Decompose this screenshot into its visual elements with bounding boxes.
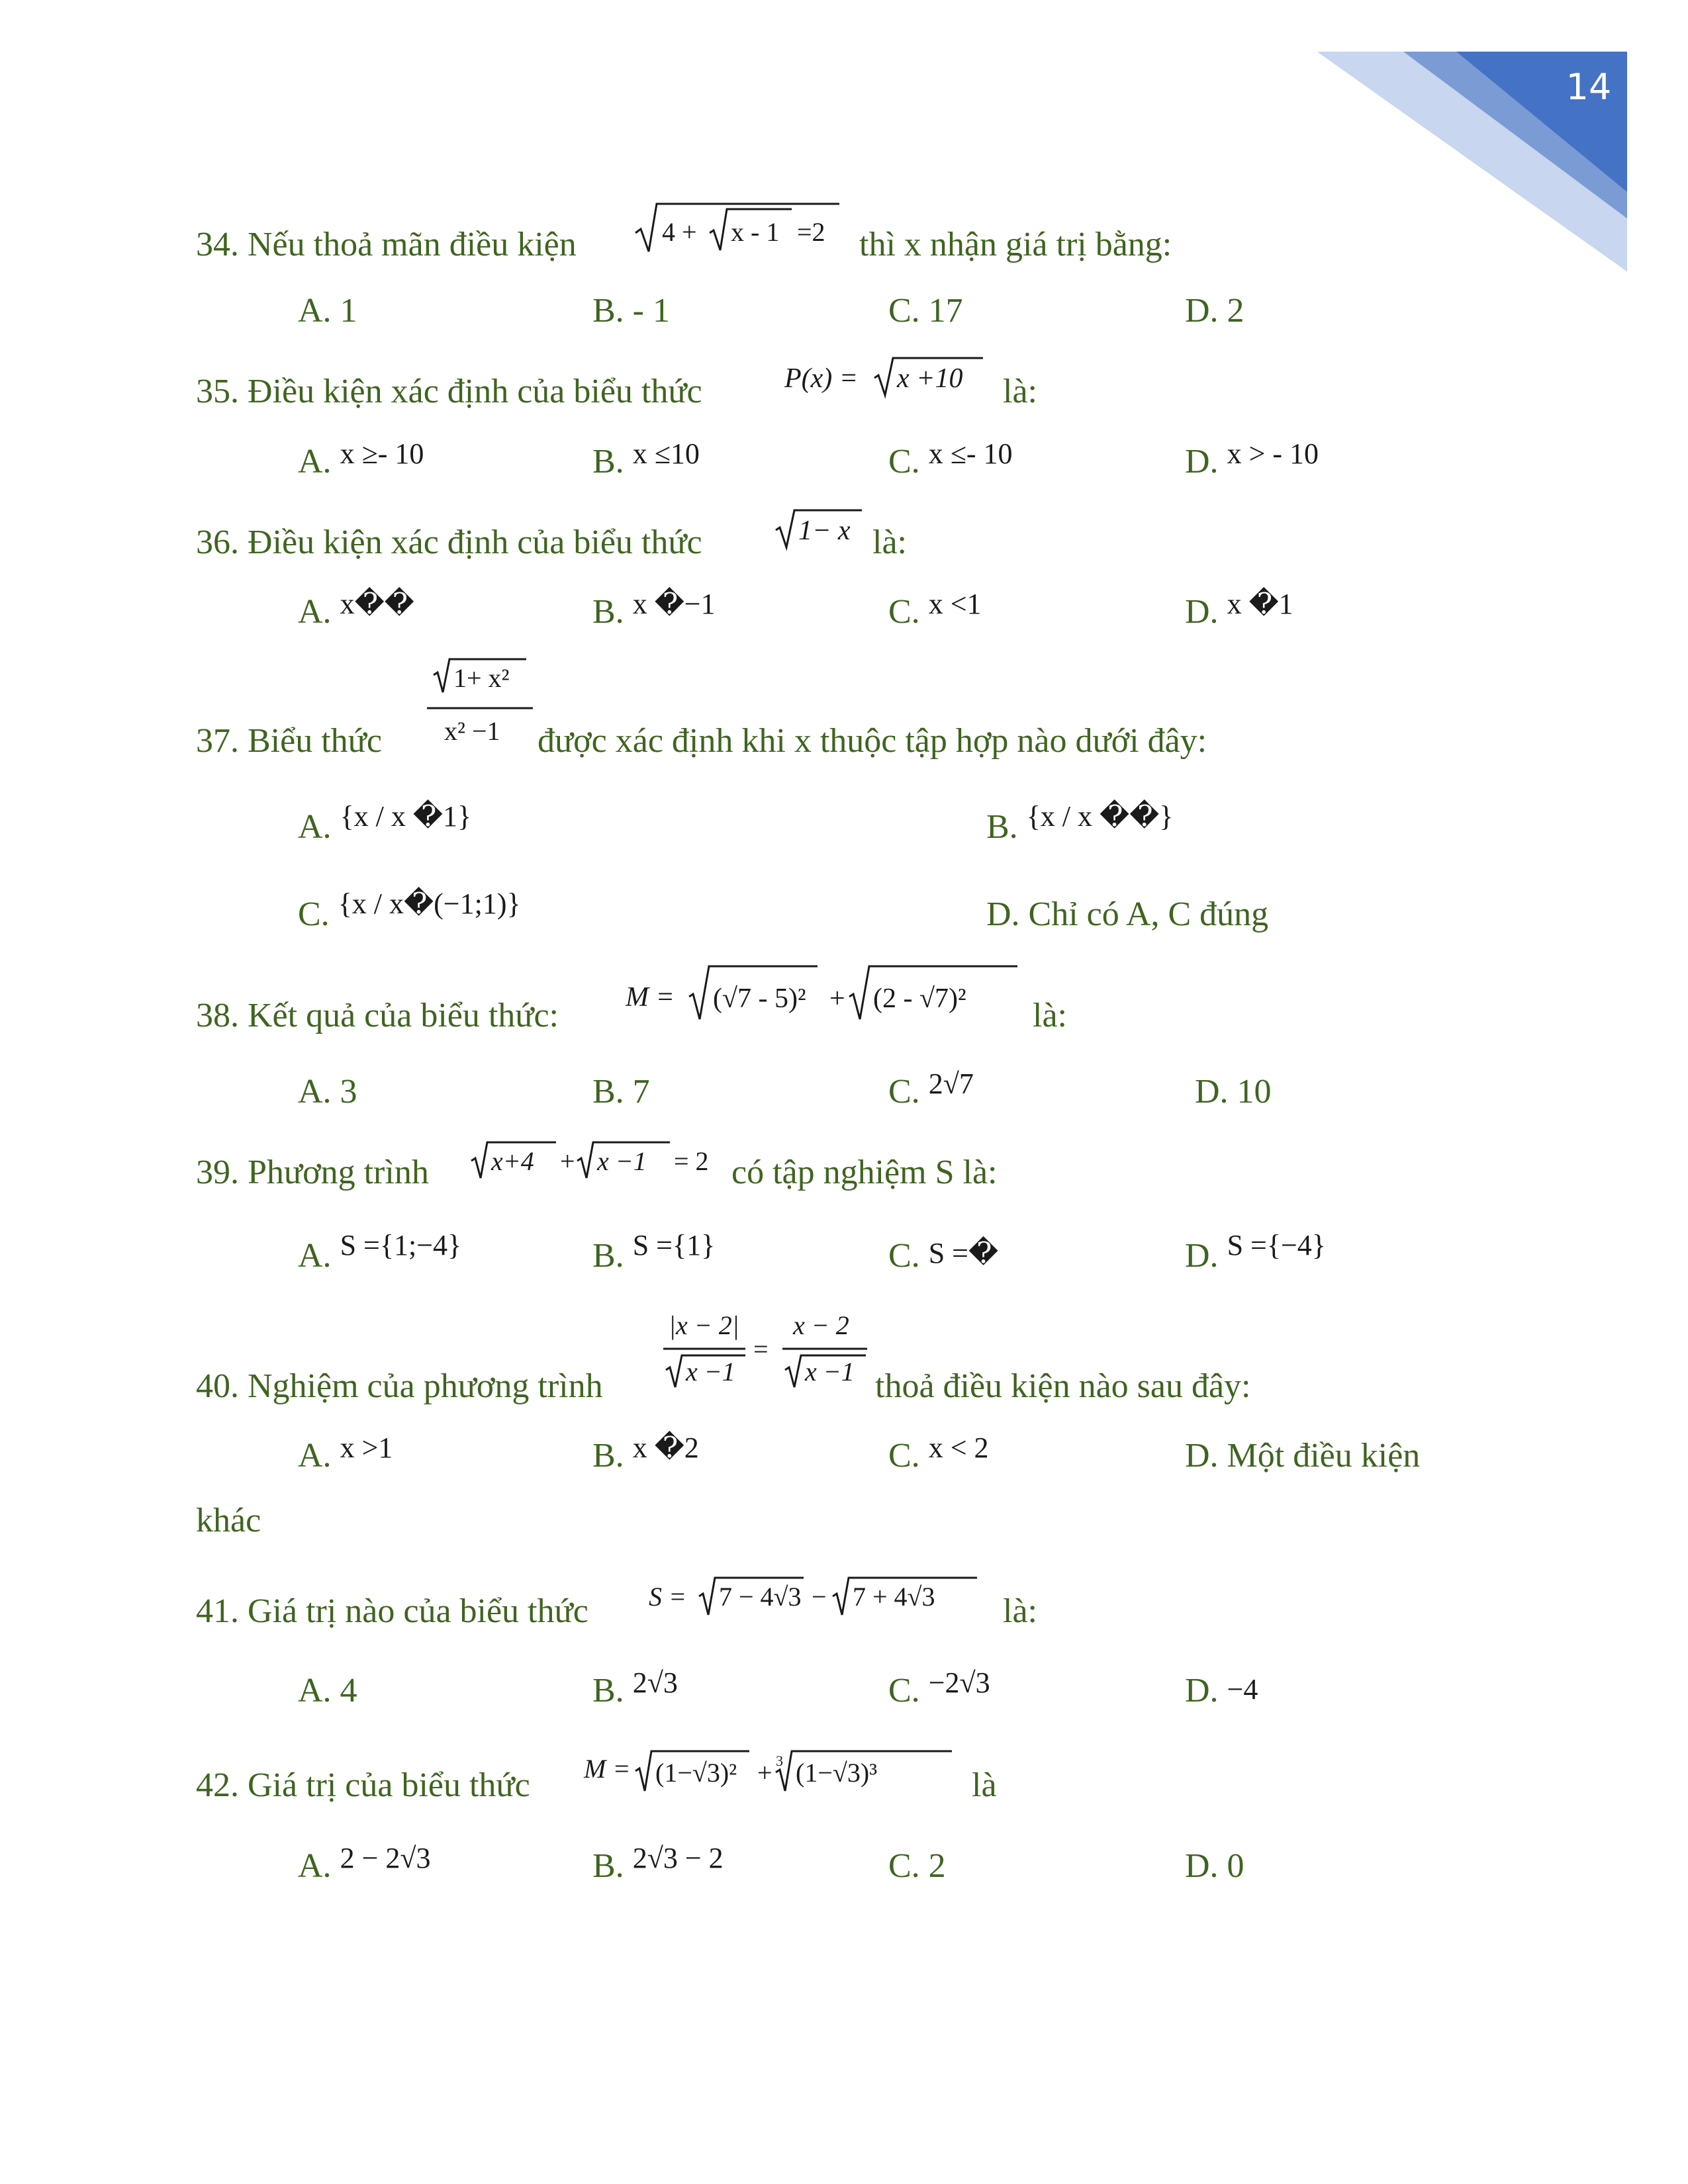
question-36-option-b-math: x �−1 bbox=[632, 588, 716, 620]
question-36-option-c-math: x <1 bbox=[928, 588, 982, 620]
question-38-option-c-math: 2√7 bbox=[928, 1068, 974, 1100]
svg-text:(2 - √7)²: (2 - √7)² bbox=[873, 983, 966, 1014]
question-34-equation bbox=[635, 199, 854, 258]
svg-text:x +10: x +10 bbox=[897, 363, 963, 394]
question-39-option-a-math: S ={1;−4} bbox=[340, 1229, 462, 1261]
question-40-option-b-math: x �2 bbox=[632, 1432, 699, 1464]
question-39-option-a[interactable]: A. $^{S =\{1;-4\}}$ bbox=[298, 1229, 462, 1275]
question-34-stem: 34. Nếu thoả mãn điều kiện bbox=[196, 226, 577, 263]
question-36-stem: 36. Điều kiện xác định của biểu thức bbox=[196, 523, 702, 561]
question-36-option-b[interactable]: B. $^{x �-1}$ bbox=[592, 588, 716, 631]
question-34-stem-end: thì x nhận giá trị bằng: bbox=[859, 226, 1172, 263]
svg-text:S =: S = bbox=[649, 1582, 686, 1612]
question-39-stem-end: có tập nghiệm S là: bbox=[731, 1154, 998, 1191]
question-36-option-a-math: x�� bbox=[340, 588, 414, 620]
page-number: 14 bbox=[1566, 66, 1612, 108]
question-36-equation bbox=[776, 506, 868, 553]
svg-text:x −1: x −1 bbox=[597, 1146, 647, 1176]
question-40-option-a-math: x >1 bbox=[340, 1432, 393, 1464]
svg-text:+: + bbox=[757, 1758, 773, 1788]
svg-text:=2: =2 bbox=[797, 217, 825, 247]
svg-text:M =: M = bbox=[626, 982, 675, 1013]
question-38-option-b[interactable]: B. 7 bbox=[592, 1073, 650, 1111]
question-42-option-a-math: 2 − 2√3 bbox=[340, 1842, 431, 1874]
question-35-option-d-math: x > - 10 bbox=[1227, 437, 1319, 470]
question-38-stem-end: là: bbox=[1033, 997, 1067, 1034]
question-36-stem-end: là: bbox=[872, 523, 907, 561]
svg-text:3: 3 bbox=[776, 1752, 783, 1769]
question-42-option-d[interactable]: D. 0 bbox=[1185, 1847, 1244, 1885]
question-37-option-c[interactable]: C. $^{\{x / x�(-1;1)\}}$ bbox=[298, 887, 521, 933]
svg-text:4 +: 4 + bbox=[662, 217, 697, 247]
svg-text:P(x) =: P(x) = bbox=[784, 363, 859, 394]
question-41-option-c[interactable]: C. $^{-2√3}$ bbox=[888, 1666, 990, 1709]
question-39-equation bbox=[471, 1138, 723, 1185]
question-35-option-d[interactable]: D. $^{x > - 10}$ bbox=[1185, 437, 1319, 480]
question-36-option-c[interactable]: C. $^{x <1}$ bbox=[888, 588, 982, 631]
question-34-option-a[interactable]: A. 1 bbox=[298, 292, 357, 330]
question-42-stem: 42. Giá trị của biểu thức bbox=[196, 1766, 530, 1804]
svg-text:1+ x²: 1+ x² bbox=[453, 663, 510, 693]
question-37-option-a[interactable]: A. $^{\{x / x �1\}}$ bbox=[298, 800, 472, 846]
question-40-option-b[interactable]: B. $^{x �2}$ bbox=[592, 1432, 699, 1475]
svg-text:x+4: x+4 bbox=[491, 1146, 534, 1176]
svg-text:= 2: = 2 bbox=[674, 1146, 709, 1176]
svg-text:1− x: 1− x bbox=[798, 516, 851, 546]
question-38-option-a[interactable]: A. 3 bbox=[298, 1073, 357, 1111]
question-39-option-d[interactable]: D. $^{S =\{-4\}}$ bbox=[1185, 1229, 1326, 1275]
svg-text:(√7 - 5)²: (√7 - 5)² bbox=[713, 983, 806, 1014]
question-42-option-c[interactable]: C. 2 bbox=[888, 1847, 946, 1885]
question-37-option-b-math: {x / x ��} bbox=[1026, 800, 1174, 833]
question-38-equation bbox=[626, 961, 1023, 1027]
question-35-option-c-math: x ≤- 10 bbox=[928, 437, 1013, 470]
question-41-option-b[interactable]: B. $^{2√3}$ bbox=[592, 1666, 678, 1709]
svg-text:=: = bbox=[753, 1334, 769, 1364]
svg-text:|x − 2|: |x − 2| bbox=[669, 1310, 739, 1340]
question-40-stem: 40. Nghiệm của phương trình bbox=[196, 1367, 603, 1405]
question-37-option-d[interactable]: D. Chỉ có A, C đúng bbox=[986, 895, 1269, 933]
question-35-stem: 35. Điều kiện xác định của biểu thức bbox=[196, 373, 702, 410]
svg-text:x² −1: x² −1 bbox=[444, 716, 500, 746]
question-41-stem: 41. Giá trị nào của biểu thức bbox=[196, 1592, 588, 1630]
question-35-stem-end: là: bbox=[1003, 373, 1037, 410]
svg-text:7 − 4√3: 7 − 4√3 bbox=[719, 1582, 802, 1612]
question-35-option-a[interactable]: A. $^{x \ge- 10}$ bbox=[298, 437, 424, 480]
question-37-option-c-math: {x / x�(−1;1)} bbox=[338, 887, 521, 920]
question-39-option-c[interactable]: C. S =� bbox=[888, 1237, 999, 1275]
question-42-option-a[interactable]: A. $^{2 - 2√3}$ bbox=[298, 1842, 431, 1885]
question-34-option-b[interactable]: B. - 1 bbox=[592, 292, 670, 330]
svg-text:(1−√3)³: (1−√3)³ bbox=[796, 1758, 878, 1788]
question-37-option-a-math: {x / x �1} bbox=[340, 800, 472, 833]
question-38-option-d[interactable]: D. 10 bbox=[1195, 1073, 1272, 1111]
question-40-option-c-math: x < 2 bbox=[928, 1432, 989, 1464]
svg-text:7 + 4√3: 7 + 4√3 bbox=[853, 1582, 935, 1612]
question-36-option-a[interactable]: A. $^{x��}$ bbox=[298, 588, 414, 631]
svg-text:x − 2: x − 2 bbox=[793, 1310, 849, 1340]
question-40-option-c[interactable]: C. $^{x < 2}$ bbox=[888, 1432, 989, 1475]
question-39-option-d-math: S ={−4} bbox=[1227, 1229, 1326, 1261]
question-39-option-c-math: S =� bbox=[928, 1237, 999, 1269]
question-42-stem-end: là bbox=[972, 1766, 997, 1804]
question-34-option-d[interactable]: D. 2 bbox=[1185, 292, 1244, 330]
svg-text:M =: M = bbox=[584, 1754, 631, 1784]
question-41-stem-end: là: bbox=[1003, 1592, 1037, 1630]
question-36-option-d-math: x �1 bbox=[1227, 588, 1293, 620]
question-37-stem-end: được xác định khi x thuộc tập hợp nào dưới đây: bbox=[538, 722, 1207, 760]
question-35-option-b-math: x ≤10 bbox=[632, 437, 700, 470]
question-41-option-d-math: −4 bbox=[1227, 1673, 1258, 1706]
svg-text:x −1: x −1 bbox=[686, 1357, 735, 1387]
question-35-option-c[interactable]: C. $^{x \le- 10}$ bbox=[888, 437, 1013, 480]
question-40-equation bbox=[663, 1302, 875, 1408]
question-35-option-b[interactable]: B. $^{x \le 10}$ bbox=[592, 437, 700, 480]
question-40-stem-end: thoả điều kiện nào sau đây: bbox=[875, 1367, 1251, 1405]
question-42-option-b-math: 2√3 − 2 bbox=[632, 1842, 724, 1874]
svg-text:(1−√3)²: (1−√3)² bbox=[655, 1758, 737, 1788]
question-40-option-d-continuation: khác bbox=[196, 1502, 261, 1539]
svg-text:+: + bbox=[829, 983, 845, 1014]
question-40-option-d[interactable]: D. Một điều kiện bbox=[1185, 1437, 1421, 1475]
question-41-option-b-math: 2√3 bbox=[632, 1666, 678, 1699]
question-39-option-b-math: S ={1} bbox=[632, 1229, 716, 1261]
question-41-option-a[interactable]: A. 4 bbox=[298, 1672, 357, 1709]
svg-text:x - 1: x - 1 bbox=[731, 217, 780, 247]
question-42-option-b[interactable]: B. $^{2√3 - 2}$ bbox=[592, 1842, 724, 1885]
question-38-stem: 38. Kết quả của biểu thức: bbox=[196, 997, 559, 1034]
question-37-stem: 37. Biểu thức bbox=[196, 722, 382, 760]
svg-text:x −1: x −1 bbox=[805, 1357, 855, 1387]
question-42-equation bbox=[584, 1747, 961, 1800]
question-40-option-a[interactable]: A. $^{x >1}$ bbox=[298, 1432, 393, 1475]
question-35-option-a-math: x ≥- 10 bbox=[340, 437, 424, 470]
question-35-equation bbox=[784, 354, 996, 400]
question-41-option-c-math: −2√3 bbox=[928, 1666, 990, 1699]
question-39-stem: 39. Phương trình bbox=[196, 1154, 429, 1191]
question-37-equation bbox=[427, 655, 539, 754]
question-38-option-c[interactable]: C. $^{2√7}$ bbox=[888, 1068, 974, 1111]
question-36-option-d[interactable]: D. $^{x �1}$ bbox=[1185, 588, 1293, 631]
svg-text:−: − bbox=[812, 1582, 827, 1612]
question-41-option-d[interactable]: D. −4 bbox=[1185, 1672, 1258, 1709]
svg-text:+: + bbox=[560, 1146, 575, 1176]
question-41-equation bbox=[649, 1574, 993, 1620]
question-39-option-b[interactable]: B. $^{S =\{1\}}$ bbox=[592, 1229, 716, 1275]
question-37-option-b[interactable]: B. $^{\{x / x ��\}}$ bbox=[986, 800, 1174, 846]
question-34-option-c[interactable]: C. 17 bbox=[888, 292, 963, 330]
